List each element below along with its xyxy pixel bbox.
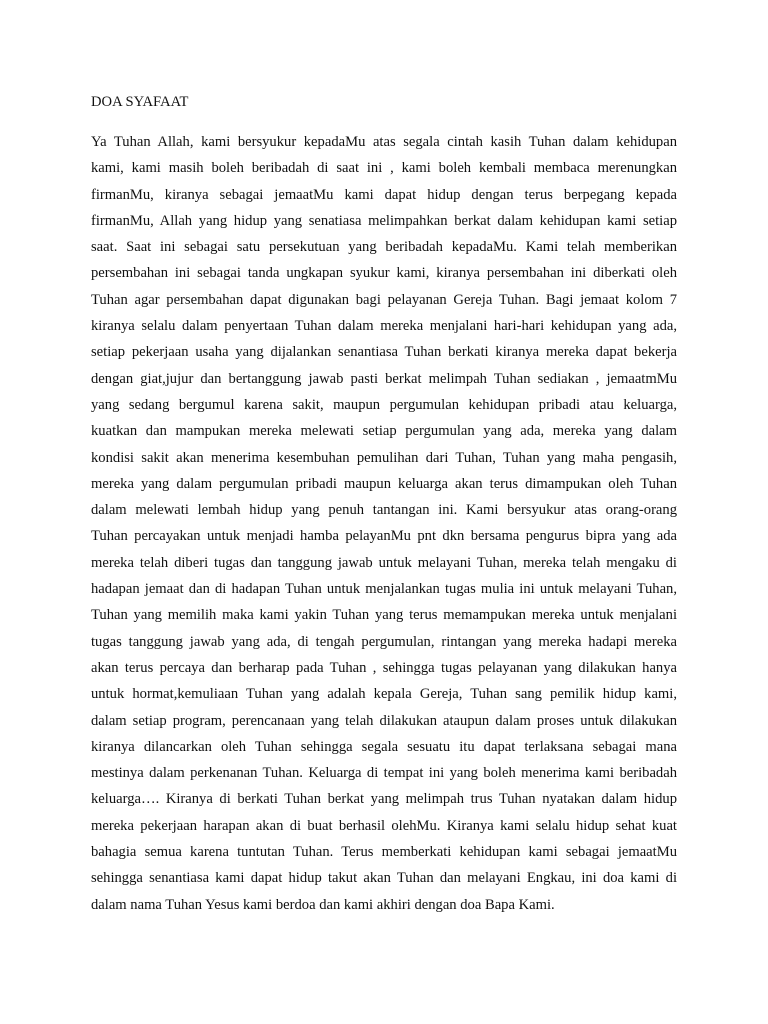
paragraph-line: Ya Tuhan Allah, kami bersyukur kepadaMu atas segala cintah kasih Tuhan dalam kehidupan	[91, 134, 677, 150]
paragraph-line: Tuhan agar persembahan dapat digunakan bagi pelayanan Gereja Tuhan. Bagi jemaat kolom 7	[91, 291, 677, 308]
paragraph-line: mereka telah diberi tugas dan tanggung jawab untuk melayani Tuhan, mereka telah mengaku di	[91, 554, 677, 571]
paragraph-line: kami, kami masih boleh beribadah di saat ini , kami boleh kembali membaca merenungkan	[91, 160, 677, 177]
paragraph-line: keluarga…. Kiranya di berkati Tuhan berkat yang melimpah trus Tuhan nyatakan dalam hidup	[91, 791, 677, 808]
prayer-paragraph	[91, 132, 677, 921]
paragraph-line: setiap pekerjaan usaha yang dijalankan senantiasa Tuhan berkati kiranya mereka dapat bekerja	[91, 344, 677, 361]
paragraph-line: dalam melewati lembah hidup yang penuh tantangan ini. Kami bersyukur atas orang-orang	[91, 502, 677, 519]
paragraph-line: sehingga senantiasa kami dapat hidup takut akan Tuhan dan melayani Engkau, ini doa kami di	[91, 870, 677, 887]
paragraph-line: Tuhan yang memilih maka kami yakin Tuhan yang terus memampukan mereka untuk menjalani	[91, 607, 677, 624]
paragraph-line: bahagia semua karena tuntutan Tuhan. Terus memberkati kehidupan kami sebagai jemaatMu	[91, 844, 677, 861]
paragraph-line: akan terus percaya dan berharap pada Tuhan , sehingga tugas pelayanan yang dilakukan hanya	[91, 659, 677, 676]
paragraph-line: dalam setiap program, perencanaan yang telah dilakukan ataupun dalam proses untuk dilakukan	[91, 712, 677, 729]
paragraph-line: kondisi sakit akan menerima kesembuhan pemulihan dari Tuhan, Tuhan yang maha pengasih,	[91, 449, 677, 466]
paragraph-line: mestinya dalam perkenanan Tuhan. Keluarga di tempat ini yang boleh menerima kami beribadah	[91, 765, 677, 782]
paragraph-line: dengan giat,jujur dan bertanggung jawab pasti berkat melimpah Tuhan sediakan , jemaatmMu	[91, 370, 677, 387]
paragraph-line: dalam nama Tuhan Yesus kami berdoa dan kami akhiri dengan doa Bapa Kami.	[91, 896, 555, 913]
paragraph-line: kiranya dilancarkan oleh Tuhan sehingga segala sesuatu itu dapat terlaksana sebagai mana	[91, 738, 677, 755]
paragraph-line: untuk hormat,kemuliaan Tuhan yang adalah kepala Gereja, Tuhan sang pemilik hidup kami,	[91, 686, 677, 703]
paragraph-line: persembahan ini sebagai tanda ungkapan syukur kami, kiranya persembahan ini diberkati oleh	[91, 265, 677, 282]
paragraph-line: firmanMu, kiranya sebagai jemaatMu kami dapat hidup dengan terus berpegang kepada	[91, 186, 677, 203]
paragraph-line: kuatkan dan mampukan mereka melewati setiap pergumulan yang ada, mereka yang dalam	[91, 423, 677, 440]
document-title: DOA SYAFAAT	[91, 94, 189, 110]
paragraph-line: saat. Saat ini sebagai satu persekutuan yang beribadah kepadaMu. Kami telah memberikan	[91, 239, 677, 256]
paragraph-line: tugas tanggung jawab yang ada, di tengah pergumulan, rintangan yang mereka hadapi mereka	[91, 633, 677, 650]
paragraph-line: hadapan jemaat dan di hadapan Tuhan untuk menjalankan tugas mulia ini untuk melayani Tuhan,	[91, 581, 677, 598]
paragraph-line: Tuhan percayakan untuk menjadi hamba pelayanMu pnt dkn bersama pengurus bipra yang ada	[91, 528, 677, 545]
paragraph-line: kiranya selalu dalam penyertaan Tuhan dalam mereka menjalani hari-hari kehidupan yang ada,	[91, 318, 677, 335]
paragraph-line: mereka pekerjaan harapan akan di buat berhasil olehMu. Kiranya kami selalu hidup sehat kuat	[91, 817, 677, 834]
paragraph-line: yang sedang bergumul karena sakit, maupun pergumulan kehidupan pribadi atau keluarga,	[91, 396, 677, 413]
paragraph-line: firmanMu, Allah yang hidup yang senatiasa melimpahkan berkat dalam kehidupan kami setiap	[91, 212, 677, 229]
paragraph-line: mereka yang dalam pergumulan pribadi maupun keluarga akan terus dimampukan oleh Tuhan	[91, 475, 677, 492]
